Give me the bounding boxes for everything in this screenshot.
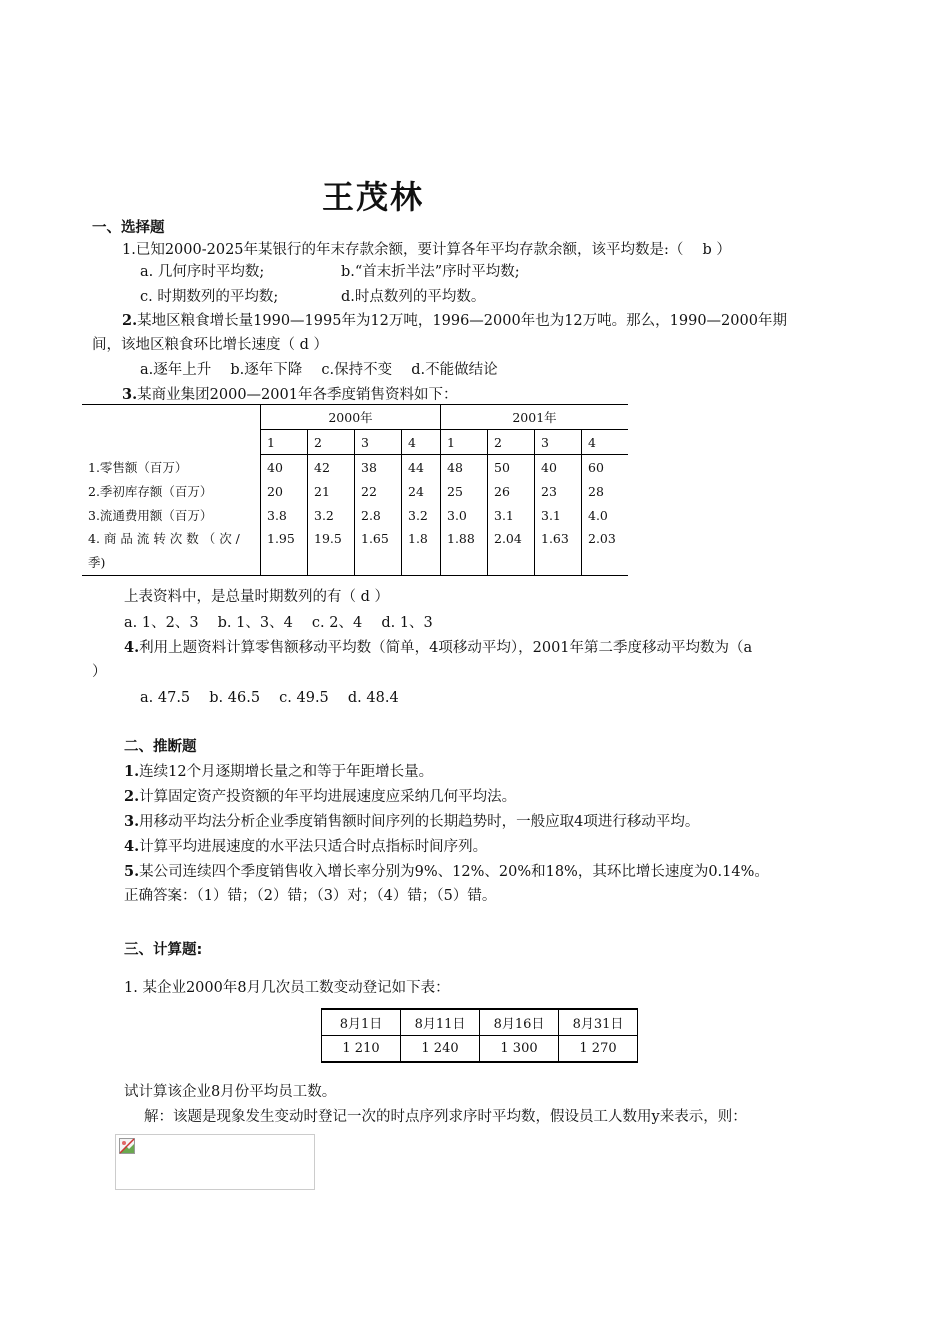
q3-line — [122, 383, 457, 404]
table-cell: 3.2 — [402, 503, 441, 527]
q3-options: a. 1、2、3 b. 1、3、4 c. 2、4 d. 1、3 — [124, 615, 433, 631]
q3-number: 3. — [122, 386, 138, 403]
emp-count: 1 240 — [401, 1036, 480, 1063]
sales-row-retail — [82, 455, 628, 480]
table-cell: 21 — [308, 479, 355, 503]
section1-heading: 一、选择题 — [92, 220, 165, 236]
q2-line1 — [122, 309, 787, 330]
table-cell: 50 — [488, 455, 535, 480]
calc-q1-text: 1. 某企业2000年8月几次员工数变动登记如下表： — [124, 980, 450, 996]
table-cell: 25 — [441, 479, 488, 503]
q3-text: 某商业集团2000—2001年各季度销售资料如下： — [137, 387, 458, 403]
broken-image-placeholder — [115, 1134, 315, 1190]
item-text: 计算固定资产投资额的年平均进展速度应采纳几何平均法。 — [139, 789, 517, 805]
table-cell: 40 — [261, 455, 308, 480]
sales-table-corner — [82, 405, 261, 430]
judge-answer: 正确答案：（1）错；（2）错；（3）对；（4）错；（5）错。 — [124, 888, 497, 904]
q2-line2: 间，该地区粮食环比增长速度（ d ） — [92, 337, 328, 353]
table-cell: 24 — [402, 479, 441, 503]
row-label: 1.零售额（百万） — [88, 459, 188, 475]
q4-line2: ） — [92, 664, 107, 680]
sales-quarter: 3 — [355, 430, 402, 455]
q3-question: 上表资料中，是总量时期数列的有（ d ） — [124, 589, 389, 605]
table-cell: 3.1 — [488, 503, 535, 527]
sales-row-inventory — [82, 479, 628, 503]
judge-item-5 — [124, 860, 769, 881]
table-cell: 2.04 — [488, 527, 535, 576]
q4-options: a. 47.5 b. 46.5 c. 49.5 d. 48.4 — [140, 690, 399, 706]
item-number: 1. — [124, 763, 140, 780]
q4-line1 — [124, 636, 752, 657]
q2-text: 某地区粮食增长量1990—1995年为12万吨，1996—2000年也为12万吨。那么，1990—2000年期 — [137, 313, 787, 329]
table-cell: 28 — [582, 479, 629, 503]
q2-number: 2. — [122, 312, 138, 329]
table-cell: 22 — [355, 479, 402, 503]
table-cell: 2.03 — [582, 527, 629, 576]
table-cell: 3.2 — [308, 503, 355, 527]
sales-table — [82, 404, 628, 576]
sales-quarter: 3 — [535, 430, 582, 455]
table-cell: 3.8 — [261, 503, 308, 527]
table-cell: 19.5 — [308, 527, 355, 576]
judge-item-4 — [124, 835, 487, 856]
item-number: 4. — [124, 838, 140, 855]
item-number: 3. — [124, 813, 140, 830]
emp-date-header: 8月11日 — [401, 1009, 480, 1036]
q1-text: 1.已知2000-2025年某银行的年末存款余额，要计算各年平均存款余额，该平均数是:（ b ） — [122, 242, 731, 258]
sales-row-turnover — [82, 527, 628, 576]
table-cell: 2.8 — [355, 503, 402, 527]
employee-table — [321, 1008, 638, 1063]
table-cell: 23 — [535, 479, 582, 503]
row-label: 3.流通费用额（百万） — [88, 508, 213, 523]
section3-heading: 三、计算题: — [124, 942, 203, 958]
sales-year-2001: 2001年 — [441, 405, 629, 430]
table-cell: 4.0 — [582, 503, 629, 527]
item-text: 计算平均进展速度的水平法只适合时点指标时间序列。 — [139, 839, 488, 855]
table-cell: 3.0 — [441, 503, 488, 527]
judge-item-2 — [124, 785, 516, 806]
row-label: 2.季初库存额（百万） — [88, 484, 213, 499]
sales-header-blank — [82, 430, 261, 455]
table-cell: 60 — [582, 455, 629, 480]
sales-row-expense — [82, 503, 628, 527]
row-label — [82, 527, 261, 576]
table-cell: 20 — [261, 479, 308, 503]
table-cell: 48 — [441, 455, 488, 480]
q1-option-d: d.时点数列的平均数。 — [341, 289, 486, 305]
sales-quarter: 2 — [308, 430, 355, 455]
q1-option-b: b.“首末折半法”序时平均数; — [341, 264, 520, 280]
table-cell: 3.1 — [535, 503, 582, 527]
table-cell: 1.88 — [441, 527, 488, 576]
calc-q1-ask: 试计算该企业8月份平均员工数。 — [124, 1084, 337, 1100]
item-number: 2. — [124, 788, 140, 805]
page-title: 王茂林 — [322, 178, 425, 216]
calc-q1-solution: 解：该题是现象发生变动时登记一次的时点序列求序时平均数，假设员工人数用y来表示，则： — [144, 1109, 747, 1125]
emp-count: 1 300 — [480, 1036, 559, 1063]
emp-date-header: 8月16日 — [480, 1009, 559, 1036]
emp-count: 1 270 — [559, 1036, 638, 1063]
sales-quarter: 1 — [261, 430, 308, 455]
q2-options: a.逐年上升 b.逐年下降 c.保持不变 d.不能做结论 — [140, 362, 498, 378]
q4-text: 利用上题资料计算零售额移动平均数（简单，4项移动平均），2001年第二季度移动平均数为（a — [139, 640, 753, 656]
item-text: 某公司连续四个季度销售收入增长率分别为9%、12%、20%和18%，其环比增长速度为0.14%。 — [139, 864, 769, 880]
sales-quarter: 4 — [582, 430, 629, 455]
q4-number: 4. — [124, 639, 140, 656]
q1-option-a: a. 几何序时平均数; — [140, 264, 265, 280]
emp-date-header: 8月31日 — [559, 1009, 638, 1036]
table-cell: 1.63 — [535, 527, 582, 576]
judge-item-3 — [124, 810, 699, 831]
emp-count: 1 210 — [322, 1036, 401, 1063]
table-cell: 44 — [402, 455, 441, 480]
item-text: 连续12个月逐期增长量之和等于年距增长量。 — [139, 764, 434, 780]
table-cell: 26 — [488, 479, 535, 503]
table-cell: 40 — [535, 455, 582, 480]
table-cell: 42 — [308, 455, 355, 480]
sales-quarter: 4 — [402, 430, 441, 455]
sales-year-2000: 2000年 — [261, 405, 441, 430]
broken-image-icon — [119, 1138, 135, 1154]
judge-item-1 — [124, 760, 433, 781]
item-number: 5. — [124, 863, 140, 880]
sales-quarter: 2 — [488, 430, 535, 455]
section2-heading: 二、推断题 — [124, 739, 197, 755]
table-cell: 1.65 — [355, 527, 402, 576]
item-text: 用移动平均法分析企业季度销售额时间序列的长期趋势时，一般应取4项进行移动平均。 — [139, 814, 700, 830]
q1-option-c: c. 时期数列的平均数; — [140, 289, 279, 305]
row-label-line1: 4. 商 品 流 转 次 数 （ 次 / — [88, 531, 240, 546]
sales-quarter: 1 — [441, 430, 488, 455]
emp-date-header: 8月1日 — [322, 1009, 401, 1036]
table-cell: 1.8 — [402, 527, 441, 576]
table-cell: 38 — [355, 455, 402, 480]
table-cell: 1.95 — [261, 527, 308, 576]
row-label-line2: 季) — [88, 555, 106, 570]
